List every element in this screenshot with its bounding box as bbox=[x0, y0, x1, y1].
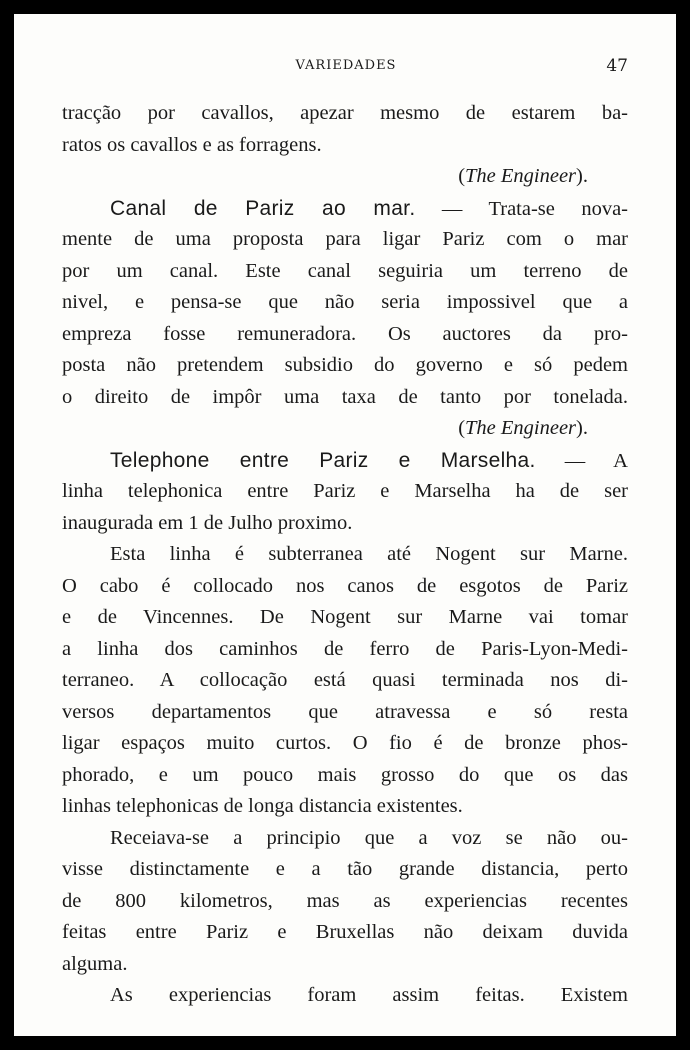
text-line: o direito de impôr uma taxa de tanto por tonelada. bbox=[62, 385, 628, 408]
book-page bbox=[14, 14, 676, 1036]
article-first-line bbox=[62, 445, 628, 477]
source-name: The Engineer bbox=[465, 165, 577, 187]
source-prefix: ( bbox=[458, 165, 466, 187]
text-line: inaugurada em 1 de Julho proximo. bbox=[62, 511, 353, 534]
source-suffix: ). bbox=[576, 417, 588, 439]
text-line: a linha dos caminhos de ferro de Paris-Lyon-Medi- bbox=[62, 637, 628, 660]
source-citation bbox=[62, 161, 628, 193]
text-line: linhas telephonicas de longa distancia existentes. bbox=[62, 795, 463, 817]
article-first-line bbox=[62, 193, 628, 225]
article-first-line-text: — Trata-se nova- bbox=[415, 197, 628, 220]
article-heading: Canal de Pariz ao mar. bbox=[110, 196, 416, 220]
text-line: Receiava-se a principio que a voz se não ou- bbox=[110, 826, 628, 849]
text-line: phorado, e um pouco mais grosso do que os das bbox=[62, 763, 628, 786]
text-line: visse distinctamente e a tão grande distancia, perto bbox=[62, 858, 628, 880]
text-line: empreza fosse remuneradora. Os auctores da pro- bbox=[62, 322, 628, 345]
running-head bbox=[64, 54, 628, 78]
text-line: mente de uma proposta para ligar Pariz com o mar bbox=[62, 228, 628, 250]
text-line: feitas entre Pariz e Bruxellas não deixam duvida bbox=[62, 921, 628, 943]
text-line: nivel, e pensa-se que não seria impossivel que a bbox=[62, 291, 628, 313]
text-line: e de Vincennes. De Nogent sur Marne vai tomar bbox=[62, 606, 628, 628]
source-suffix: ). bbox=[576, 165, 588, 187]
body-text bbox=[62, 98, 628, 1012]
article-first-line-text: — A bbox=[535, 449, 628, 472]
source-prefix: ( bbox=[458, 417, 466, 439]
text-line: versos departamentos que atravessa e só resta bbox=[62, 700, 628, 723]
text-line: por um canal. Este canal seguiria um terreno de bbox=[62, 259, 628, 282]
text-line: Esta linha é subterranea até Nogent sur Marne. bbox=[110, 543, 628, 565]
text-line: O cabo é collocado nos canos de esgotos de Pariz bbox=[62, 574, 628, 597]
text-line: terraneo. A collocação está quasi terminada nos di- bbox=[62, 669, 628, 691]
text-line: As experiencias foram assim feitas. Existem bbox=[110, 984, 628, 1006]
text-line: linha telephonica entre Pariz e Marselha ha de ser bbox=[62, 480, 628, 502]
text-line: alguma. bbox=[62, 952, 128, 975]
source-citation bbox=[62, 413, 628, 445]
article-heading: Telephone entre Pariz e Marselha. bbox=[110, 448, 536, 472]
text-line: de 800 kilometros, mas as experiencias recentes bbox=[62, 889, 628, 912]
source-name: The Engineer bbox=[465, 417, 577, 439]
running-title: VARIEDADES bbox=[295, 58, 397, 73]
text-line: ligar espaços muito curtos. O fio é de bronze phos- bbox=[62, 732, 628, 754]
page-number: 47 bbox=[606, 56, 628, 76]
text-line: ratos os cavallos e as forragens. bbox=[62, 133, 322, 156]
text-line: tracção por cavallos, apezar mesmo de estarem ba- bbox=[62, 102, 628, 124]
text-line: posta não pretendem subsidio do governo e só pedem bbox=[62, 354, 628, 376]
